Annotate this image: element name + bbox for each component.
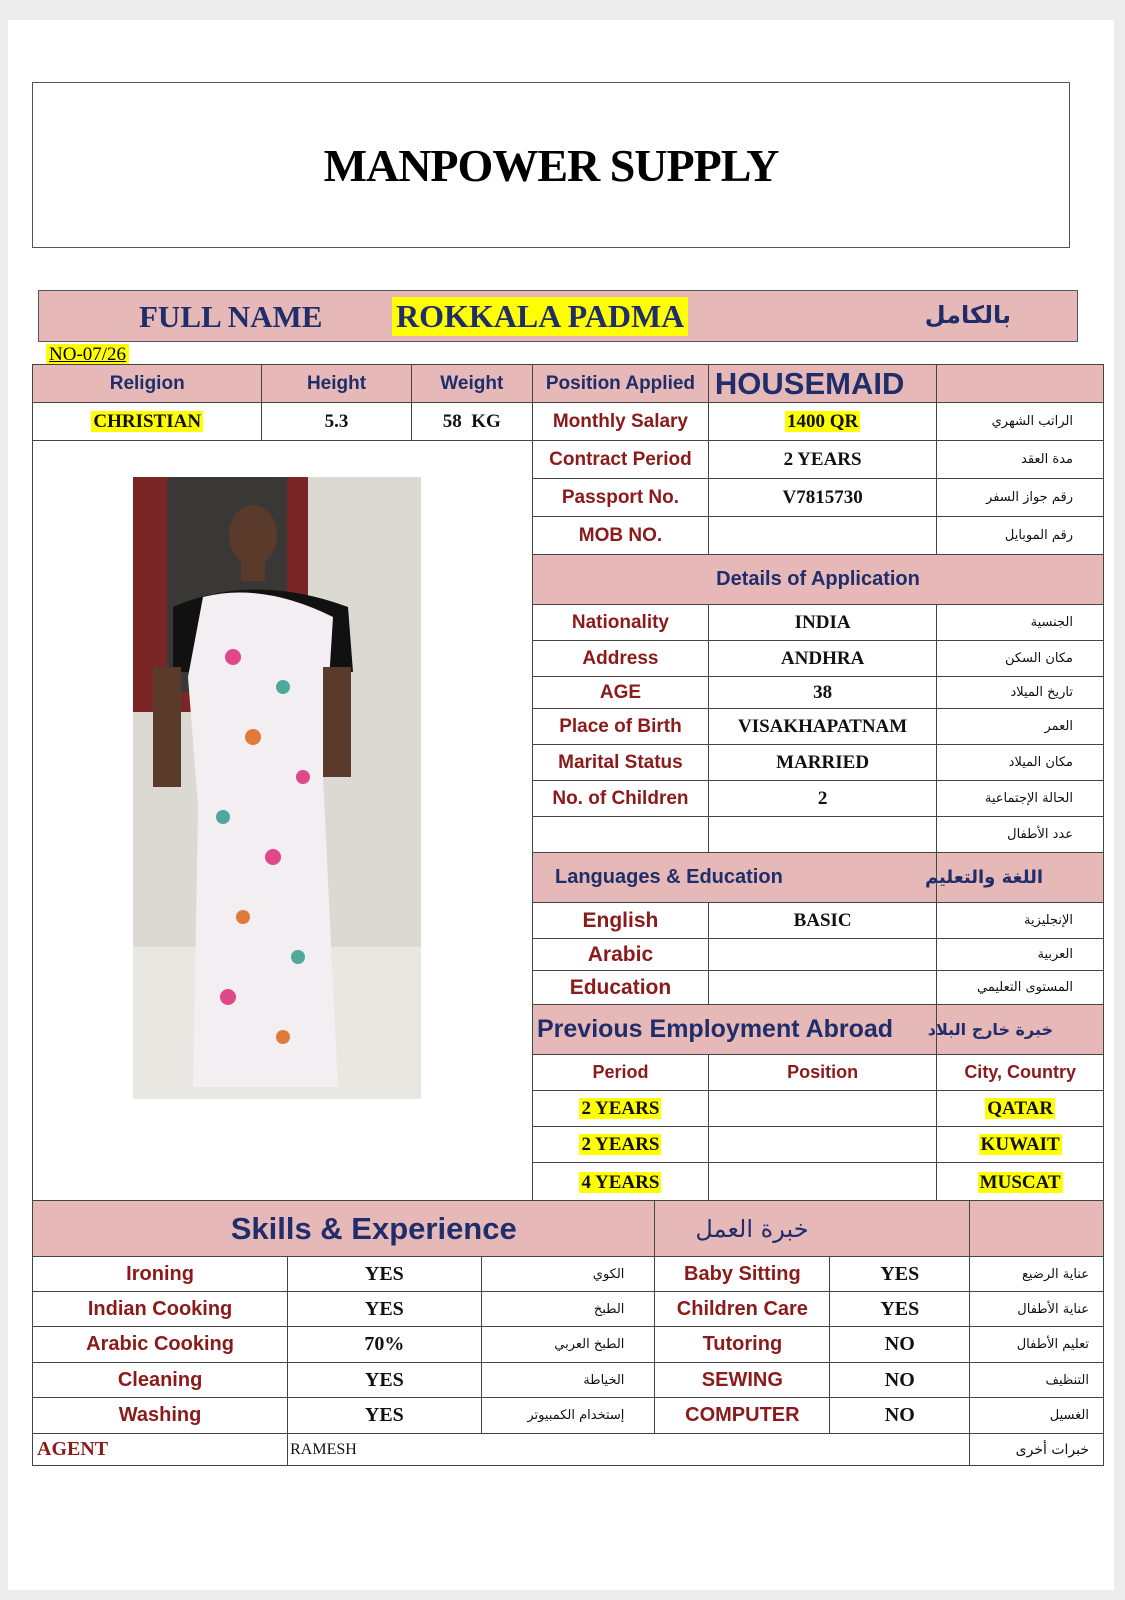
blank-value bbox=[708, 817, 936, 853]
page-title: MANPOWER SUPPLY bbox=[323, 139, 779, 191]
skill-value: YES bbox=[830, 1292, 970, 1327]
skill-value: YES bbox=[830, 1257, 970, 1292]
mobile-value bbox=[708, 517, 936, 555]
skill-label: Tutoring bbox=[655, 1327, 830, 1363]
skill-label: Ironing bbox=[33, 1257, 288, 1292]
place-of-birth-arabic: العمر bbox=[937, 709, 1104, 745]
arabic-arabic: العربية bbox=[937, 939, 1104, 971]
skill-label: Washing bbox=[33, 1398, 288, 1434]
children-count-arabic: عدد الأطفال bbox=[937, 817, 1104, 853]
passport-value: V7815730 bbox=[708, 479, 936, 517]
photo-cell bbox=[33, 441, 533, 1203]
english-value: BASIC bbox=[708, 903, 936, 939]
agent-row bbox=[33, 1434, 1104, 1466]
skill-value: NO bbox=[830, 1363, 970, 1398]
period-column-header: Period bbox=[532, 1055, 708, 1091]
address-arabic: مكان السكن bbox=[937, 641, 1104, 677]
skill-value: 70% bbox=[288, 1327, 481, 1363]
nationality-arabic: الجنسية bbox=[937, 605, 1104, 641]
title-box bbox=[32, 82, 1070, 248]
skill-arabic: الغسيل bbox=[970, 1398, 1104, 1434]
education-value bbox=[708, 971, 936, 1005]
nationality-label: Nationality bbox=[532, 605, 708, 641]
languages-header: Languages & Education bbox=[532, 853, 936, 903]
height-value: 5.3 bbox=[262, 403, 411, 441]
skill-value: YES bbox=[288, 1292, 481, 1327]
position-applied-value: HOUSEMAID bbox=[708, 365, 936, 403]
agent-arabic: خبرات أخرى bbox=[970, 1434, 1104, 1466]
candidate-photo-illustration bbox=[133, 477, 421, 1099]
monthly-salary-value: 1400 QR bbox=[786, 410, 859, 432]
mobile-arabic: رقم الموبايل bbox=[937, 517, 1104, 555]
age-value: 38 bbox=[708, 677, 936, 709]
marital-status-value: MARRIED bbox=[708, 745, 936, 781]
weight-header: Weight bbox=[411, 365, 532, 403]
skill-arabic: الطبخ bbox=[481, 1292, 655, 1327]
skill-label: Indian Cooking bbox=[33, 1292, 288, 1327]
employment-position bbox=[708, 1127, 936, 1163]
skill-arabic: الكوي bbox=[481, 1257, 655, 1292]
monthly-salary-label: Monthly Salary bbox=[532, 403, 708, 441]
english-arabic: الإنجليزية bbox=[937, 903, 1104, 939]
place-of-birth-label: Place of Birth bbox=[532, 709, 708, 745]
employment-period: 2 YEARS bbox=[581, 1097, 660, 1119]
employment-period: 4 YEARS bbox=[581, 1171, 660, 1193]
skills-row bbox=[33, 1363, 1104, 1398]
languages-header-arabic: اللغة والتعليم bbox=[937, 853, 1104, 903]
children-label: No. of Children bbox=[532, 781, 708, 817]
full-name-arabic-label: بالكامل bbox=[924, 301, 1011, 329]
agent-label: AGENT bbox=[33, 1434, 288, 1466]
contract-period-arabic: مدة العقد bbox=[937, 441, 1104, 479]
address-label: Address bbox=[532, 641, 708, 677]
monthly-salary-arabic: الراتب الشهري bbox=[937, 403, 1104, 441]
religion-value: CHRISTIAN bbox=[93, 410, 202, 432]
skill-arabic: تعليم الأطفال bbox=[970, 1327, 1104, 1363]
skills-header-blank bbox=[970, 1201, 1104, 1257]
skill-value: NO bbox=[830, 1398, 970, 1434]
skill-arabic: إستخدام الكمبيوتر bbox=[481, 1398, 655, 1434]
skill-value: NO bbox=[830, 1327, 970, 1363]
skill-label: SEWING bbox=[655, 1363, 830, 1398]
marital-status-arabic: مكان الميلاد bbox=[937, 745, 1104, 781]
employment-position bbox=[708, 1163, 936, 1203]
education-label: Education bbox=[532, 971, 708, 1005]
age-label: AGE bbox=[532, 677, 708, 709]
employment-city: MUSCAT bbox=[979, 1171, 1061, 1193]
children-value: 2 bbox=[708, 781, 936, 817]
skill-arabic: عناية الرضيع bbox=[970, 1257, 1104, 1292]
full-name-value: ROKKALA PADMA bbox=[392, 297, 688, 336]
arabic-value bbox=[708, 939, 936, 971]
skill-arabic: عناية الأطفال bbox=[970, 1292, 1104, 1327]
full-name-bar bbox=[38, 290, 1078, 342]
address-value: ANDHRA bbox=[708, 641, 936, 677]
marital-status-label: Marital Status bbox=[532, 745, 708, 781]
skills-header: Skills & Experience bbox=[33, 1201, 655, 1257]
top-header-row bbox=[33, 365, 1104, 403]
cv-sheet bbox=[8, 20, 1114, 1590]
position-column-header: Position bbox=[708, 1055, 936, 1091]
mobile-label: MOB NO. bbox=[532, 517, 708, 555]
employment-position bbox=[708, 1091, 936, 1127]
children-arabic: الحالة الإجتماعية bbox=[937, 781, 1104, 817]
skills-header-row bbox=[33, 1201, 1104, 1257]
skill-label: Baby Sitting bbox=[655, 1257, 830, 1292]
employment-city: QATAR bbox=[987, 1097, 1054, 1119]
skill-label: Children Care bbox=[655, 1292, 830, 1327]
position-applied-header: Position Applied bbox=[532, 365, 708, 403]
skill-label: Arabic Cooking bbox=[33, 1327, 288, 1363]
skills-row bbox=[33, 1257, 1104, 1292]
employment-period: 2 YEARS bbox=[581, 1133, 660, 1155]
employment-city: KUWAIT bbox=[980, 1133, 1060, 1155]
details-table bbox=[32, 364, 1104, 1203]
skill-value: YES bbox=[288, 1363, 481, 1398]
skills-row bbox=[33, 1327, 1104, 1363]
employment-header: Previous Employment Abroad bbox=[532, 1005, 936, 1055]
city-column-header: City, Country bbox=[937, 1055, 1104, 1091]
blank-label bbox=[532, 817, 708, 853]
personal-row bbox=[33, 403, 1104, 441]
skills-table bbox=[32, 1200, 1104, 1466]
skill-arabic: الطبخ العربي bbox=[481, 1327, 655, 1363]
passport-arabic: رقم جواز السفر bbox=[937, 479, 1104, 517]
contract-period-row bbox=[33, 441, 1104, 479]
skill-value: YES bbox=[288, 1398, 481, 1434]
education-arabic: المستوى التعليمي bbox=[937, 971, 1104, 1005]
nationality-value: INDIA bbox=[708, 605, 936, 641]
application-header: Details of Application bbox=[532, 555, 1103, 605]
skill-value: YES bbox=[288, 1257, 481, 1292]
skills-header-arabic: خبرة العمل bbox=[655, 1201, 970, 1257]
skill-arabic: التنظيف bbox=[970, 1363, 1104, 1398]
english-label: English bbox=[532, 903, 708, 939]
height-header: Height bbox=[262, 365, 411, 403]
agent-value: RAMESH bbox=[288, 1434, 970, 1466]
skills-row bbox=[33, 1398, 1104, 1434]
contract-period-label: Contract Period bbox=[532, 441, 708, 479]
age-arabic: تاريخ الميلاد bbox=[937, 677, 1104, 709]
skill-label: Cleaning bbox=[33, 1363, 288, 1398]
skills-row bbox=[33, 1292, 1104, 1327]
skill-arabic: الخياطة bbox=[481, 1363, 655, 1398]
contract-period-value: 2 YEARS bbox=[708, 441, 936, 479]
reference-number: NO-07/26 bbox=[46, 344, 129, 366]
skill-label: COMPUTER bbox=[655, 1398, 830, 1434]
place-of-birth-value: VISAKHAPATNAM bbox=[708, 709, 936, 745]
employment-header-arabic: خبرة خارج البلاد bbox=[937, 1005, 1104, 1055]
candidate-photo bbox=[133, 477, 421, 1099]
passport-label: Passport No. bbox=[532, 479, 708, 517]
blank-header-cell bbox=[937, 365, 1104, 403]
arabic-label: Arabic bbox=[532, 939, 708, 971]
full-name-label: FULL NAME bbox=[139, 299, 323, 334]
religion-header: Religion bbox=[33, 365, 262, 403]
weight-value: 58 KG bbox=[411, 403, 532, 441]
